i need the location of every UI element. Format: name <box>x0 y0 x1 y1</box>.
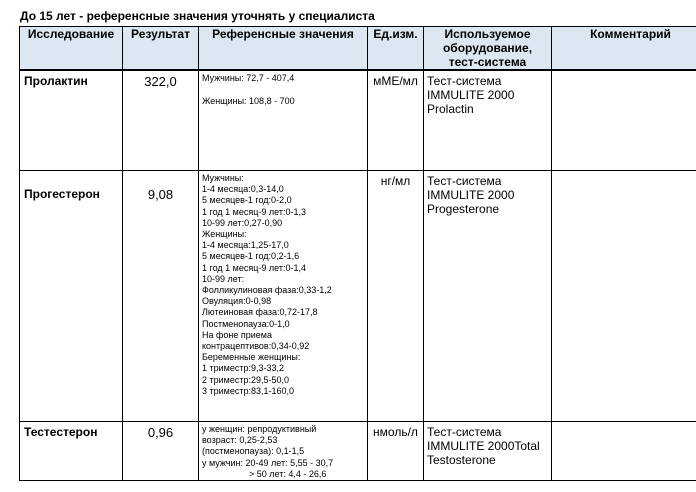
unit-value: нмоль/л <box>368 422 424 481</box>
reference-line: На фоне приема <box>202 329 272 340</box>
table-header-row <box>20 27 696 71</box>
result-value: 9,08 <box>123 171 199 422</box>
equipment-header-line: Используемое <box>444 27 531 41</box>
reference-line: Постменопауза:0-1,0 <box>202 318 290 329</box>
col-header-reference: Референсные значения <box>199 27 368 71</box>
col-header-equipment <box>424 27 552 71</box>
reference-values <box>199 70 368 171</box>
equipment-line: Prolactin <box>427 102 474 116</box>
reference-line: 1-4 месяца:0,3-14,0 <box>202 184 284 195</box>
reference-line: Мужчины: <box>202 173 244 183</box>
result-value: 322,0 <box>123 70 199 171</box>
reference-line: 1 триместр:9,3-33,2 <box>202 363 285 374</box>
col-header-comment: Комментарий <box>552 27 696 71</box>
results-table <box>19 26 696 481</box>
col-header-unit: Ед.изм. <box>368 27 424 71</box>
reference-line: 2 триместр:29,5-50,0 <box>202 374 290 385</box>
table-row <box>20 171 696 422</box>
reference-line: Лютеиновая фаза:0,72-17,8 <box>202 307 318 318</box>
equipment-line: IMMULITE 2000Total <box>427 439 540 453</box>
col-header-study: Исследование <box>20 27 123 71</box>
reference-line: 1-4 месяца:1,25-17,0 <box>202 240 289 251</box>
reference-line: у женщин: репродуктивный <box>202 424 317 434</box>
reference-line: Беременные женщины: <box>202 352 301 363</box>
equipment-info <box>424 171 552 422</box>
equipment-info <box>424 70 552 171</box>
reference-line: 10-99 лет: <box>202 273 245 284</box>
equipment-line: Тест-система <box>427 74 502 88</box>
equipment-line: IMMULITE 2000 <box>427 88 515 102</box>
col-header-result: Результат <box>123 27 199 71</box>
comment-cell <box>552 171 696 422</box>
equipment-line: Тест-система <box>427 425 502 439</box>
result-value: 0,96 <box>123 422 199 481</box>
reference-line: > 50 лет: 4,4 - 26,6 <box>249 468 327 479</box>
reference-line: 3 триместр:83,1-160,0 <box>202 385 295 396</box>
equipment-line: Тест-система <box>427 174 502 188</box>
reference-line: Мужчины: 72,7 - 407,4 <box>202 73 295 83</box>
reference-line: 10-99 лет:0,27-0,90 <box>202 217 283 228</box>
reference-line: контрацептивов:0,34-0,92 <box>202 341 310 352</box>
equipment-line: Progesterone <box>427 202 500 216</box>
study-name: Прогестерон <box>20 171 123 422</box>
table-row <box>20 422 696 481</box>
equipment-line: Testosterone <box>427 453 496 467</box>
table-row <box>20 70 696 171</box>
reference-values <box>199 171 368 422</box>
reference-line: 5 месяцев-1 год:0,2-1,6 <box>202 251 300 262</box>
equipment-header-line: оборудование, <box>442 41 533 55</box>
comment-cell <box>552 422 696 481</box>
reference-line: 5 месяцев-1 год:0-2,0 <box>202 195 292 206</box>
equipment-info <box>424 422 552 481</box>
reference-line: Фолликулиновая фаза:0,33-1,2 <box>202 285 332 296</box>
reference-line: Женщины: 108,8 - 700 <box>202 96 295 107</box>
reference-line: 1 год 1 месяц-9 лет:0-1,4 <box>202 262 306 273</box>
reference-line: (постменопауза): 0,1-1,5 <box>202 446 305 457</box>
reference-line: Овуляция:0-0,98 <box>202 296 272 307</box>
equipment-line: IMMULITE 2000 <box>427 188 515 202</box>
unit-value: нг/мл <box>368 171 424 422</box>
unit-value: мМЕ/мл <box>368 70 424 171</box>
equipment-header-line: тест-система <box>448 55 527 69</box>
study-name: Пролактин <box>20 70 123 171</box>
reference-line: возраст: 0,25-2,53 <box>202 435 278 446</box>
reference-values <box>199 422 368 481</box>
reference-line: Женщины: <box>202 229 247 240</box>
reference-line: у мужчин: 20-49 лет: 5,55 - 30,7 <box>202 457 334 468</box>
comment-cell <box>552 70 696 171</box>
age-reference-note: До 15 лет - референсные значения уточнять у специалиста <box>20 9 375 23</box>
reference-line: 1 год 1 месяц-9 лет:0-1,3 <box>202 206 306 217</box>
study-name: Тестестерон <box>20 422 123 481</box>
